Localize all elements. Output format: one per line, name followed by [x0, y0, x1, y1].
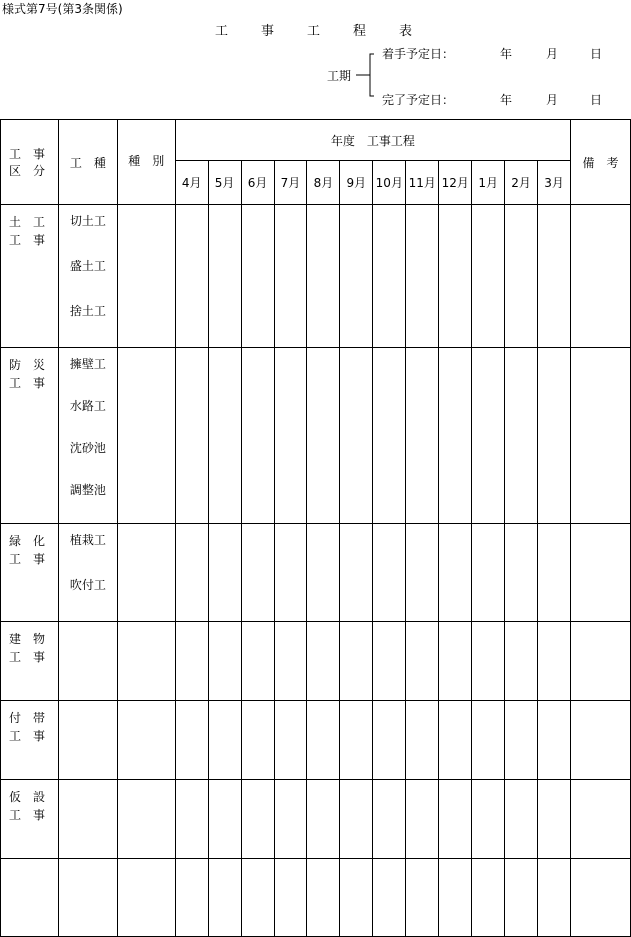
month-header: 8月	[307, 161, 340, 205]
title-char: 工	[307, 24, 321, 39]
schedule-table	[0, 119, 631, 937]
schedule-cell[interactable]	[340, 780, 373, 859]
construction-period-label: 工期	[327, 69, 352, 83]
schedule-cell[interactable]	[472, 622, 505, 701]
work-type-item: 調整池	[69, 483, 106, 497]
header-schedule: 年度 工事工程	[175, 120, 570, 161]
schedule-cell[interactable]	[505, 701, 538, 780]
work-type-cell[interactable]	[58, 524, 117, 622]
remarks-cell[interactable]	[571, 780, 631, 859]
schedule-cell[interactable]	[175, 859, 208, 937]
schedule-cell[interactable]	[241, 348, 274, 524]
schedule-cell[interactable]	[538, 780, 571, 859]
category-cell	[1, 622, 59, 701]
schedule-cell[interactable]	[175, 348, 208, 524]
schedule-cell[interactable]	[208, 622, 241, 701]
header-kind: 種 別	[117, 120, 175, 205]
kind-cell[interactable]	[117, 205, 175, 348]
schedule-cell[interactable]	[307, 205, 340, 348]
work-type-item: 植栽工	[69, 533, 106, 547]
schedule-cell[interactable]	[274, 524, 307, 622]
table-row	[1, 348, 631, 524]
schedule-cell[interactable]	[307, 859, 340, 937]
month-header: 3月	[538, 161, 571, 205]
schedule-cell[interactable]	[340, 348, 373, 524]
work-type-item: 盛土工	[69, 259, 106, 273]
schedule-cell[interactable]	[274, 205, 307, 348]
category-cell	[1, 859, 59, 937]
schedule-cell[interactable]	[439, 622, 472, 701]
schedule-cell[interactable]	[175, 524, 208, 622]
schedule-cell[interactable]	[208, 524, 241, 622]
category-line: 工 事	[9, 729, 46, 743]
schedule-cell[interactable]	[175, 622, 208, 701]
title-char: 表	[399, 24, 413, 39]
schedule-cell[interactable]	[472, 859, 505, 937]
month-header: 1月	[472, 161, 505, 205]
schedule-cell[interactable]	[340, 205, 373, 348]
work-type-item: 吹付工	[69, 578, 106, 592]
kind-cell[interactable]	[117, 859, 175, 937]
schedule-cell[interactable]	[538, 701, 571, 780]
month-header: 11月	[406, 161, 439, 205]
schedule-cell[interactable]	[538, 622, 571, 701]
work-type-cell[interactable]	[58, 859, 117, 937]
work-type-cell[interactable]	[58, 205, 117, 348]
schedule-cell[interactable]	[472, 205, 505, 348]
remarks-cell[interactable]	[571, 348, 631, 524]
schedule-cell[interactable]	[472, 701, 505, 780]
table-row	[1, 780, 631, 859]
schedule-cell[interactable]	[505, 622, 538, 701]
schedule-cell[interactable]	[406, 859, 439, 937]
header-category-line: 工 事	[9, 147, 46, 161]
category-line: 工 事	[9, 808, 46, 822]
schedule-cell[interactable]	[373, 701, 406, 780]
schedule-cell[interactable]	[406, 622, 439, 701]
remarks-cell[interactable]	[571, 205, 631, 348]
table-row	[1, 859, 631, 937]
title-char: 程	[353, 24, 367, 39]
schedule-cell[interactable]	[208, 859, 241, 937]
schedule-cell[interactable]	[439, 859, 472, 937]
category-cell	[1, 348, 59, 524]
category-line: 仮 設	[9, 790, 46, 804]
schedule-cell[interactable]	[340, 524, 373, 622]
category-line: 建 物	[9, 632, 46, 646]
category-line: 工 事	[9, 552, 46, 566]
schedule-cell[interactable]	[373, 622, 406, 701]
category-cell	[1, 701, 59, 780]
start-year-field[interactable]: 年	[500, 47, 513, 61]
category-line: 防 災	[9, 358, 46, 372]
schedule-cell[interactable]	[241, 622, 274, 701]
schedule-cell[interactable]	[340, 701, 373, 780]
month-header: 5月	[208, 161, 241, 205]
schedule-cell[interactable]	[274, 348, 307, 524]
category-cell	[1, 205, 59, 348]
schedule-cell[interactable]	[472, 524, 505, 622]
work-type-cell[interactable]	[58, 348, 117, 524]
schedule-cell[interactable]	[208, 780, 241, 859]
schedule-cell[interactable]	[175, 701, 208, 780]
month-header: 10月	[373, 161, 406, 205]
table-row	[1, 701, 631, 780]
table-row	[1, 622, 631, 701]
month-header: 4月	[175, 161, 208, 205]
remarks-cell[interactable]	[571, 524, 631, 622]
document-title	[215, 20, 445, 39]
form-number: 様式第7号(第3条関係)	[2, 2, 123, 16]
header-remarks: 備 考	[571, 120, 631, 205]
category-cell	[1, 780, 59, 859]
schedule-cell[interactable]	[241, 524, 274, 622]
schedule-cell[interactable]	[340, 622, 373, 701]
work-type-item: 切土工	[69, 214, 106, 228]
schedule-cell[interactable]	[307, 622, 340, 701]
work-type-cell[interactable]	[58, 780, 117, 859]
schedule-cell[interactable]	[406, 348, 439, 524]
month-header: 2月	[505, 161, 538, 205]
schedule-cell[interactable]	[241, 780, 274, 859]
schedule-cell[interactable]	[472, 780, 505, 859]
schedule-cell[interactable]	[439, 348, 472, 524]
schedule-cell[interactable]	[241, 859, 274, 937]
period-bracket	[355, 46, 385, 106]
schedule-cell[interactable]	[307, 780, 340, 859]
schedule-cell[interactable]	[538, 524, 571, 622]
work-type-cell[interactable]	[58, 622, 117, 701]
schedule-cell[interactable]	[406, 780, 439, 859]
schedule-cell[interactable]	[505, 348, 538, 524]
schedule-cell[interactable]	[175, 780, 208, 859]
schedule-cell[interactable]	[307, 348, 340, 524]
schedule-cell[interactable]	[175, 205, 208, 348]
schedule-cell[interactable]	[208, 701, 241, 780]
end-day-field[interactable]: 日	[590, 93, 603, 107]
kind-cell[interactable]	[117, 348, 175, 524]
category-line: 工 事	[9, 376, 46, 390]
start-day-field[interactable]: 日	[590, 47, 603, 61]
schedule-cell[interactable]	[373, 780, 406, 859]
schedule-cell[interactable]	[241, 205, 274, 348]
schedule-cell[interactable]	[439, 524, 472, 622]
schedule-cell[interactable]	[274, 701, 307, 780]
schedule-cell[interactable]	[538, 205, 571, 348]
schedule-cell[interactable]	[439, 701, 472, 780]
schedule-cell[interactable]	[406, 701, 439, 780]
schedule-cell[interactable]	[373, 859, 406, 937]
kind-cell[interactable]	[117, 524, 175, 622]
end-month-field[interactable]: 月	[546, 93, 559, 107]
remarks-cell[interactable]	[571, 859, 631, 937]
title-char: 事	[261, 24, 275, 39]
schedule-cell[interactable]	[274, 780, 307, 859]
work-type-item: 沈砂池	[69, 441, 106, 455]
schedule-cell[interactable]	[208, 348, 241, 524]
remarks-cell[interactable]	[571, 622, 631, 701]
kind-cell[interactable]	[117, 622, 175, 701]
work-type-item: 水路工	[69, 399, 106, 413]
category-line: 土 工	[9, 215, 46, 229]
schedule-cell[interactable]	[307, 524, 340, 622]
schedule-cell[interactable]	[538, 859, 571, 937]
schedule-cell[interactable]	[538, 348, 571, 524]
category-line: 緑 化	[9, 534, 46, 548]
schedule-cell[interactable]	[439, 205, 472, 348]
start-month-field[interactable]: 月	[546, 47, 559, 61]
kind-cell[interactable]	[117, 780, 175, 859]
table-row	[1, 205, 631, 348]
month-header: 6月	[241, 161, 274, 205]
category-line: 工 事	[9, 650, 46, 664]
schedule-cell[interactable]	[373, 524, 406, 622]
category-cell	[1, 524, 59, 622]
category-line: 付 帯	[9, 711, 46, 725]
month-header: 12月	[439, 161, 472, 205]
kind-cell[interactable]	[117, 701, 175, 780]
schedule-cell[interactable]	[406, 205, 439, 348]
start-date-label: 着手予定日：	[382, 47, 455, 61]
schedule-cell[interactable]	[340, 859, 373, 937]
remarks-cell[interactable]	[571, 701, 631, 780]
schedule-cell[interactable]	[505, 205, 538, 348]
schedule-cell[interactable]	[505, 780, 538, 859]
schedule-cell[interactable]	[307, 701, 340, 780]
month-header: 7月	[274, 161, 307, 205]
end-year-field[interactable]: 年	[500, 93, 513, 107]
schedule-cell[interactable]	[505, 859, 538, 937]
schedule-cell[interactable]	[241, 701, 274, 780]
schedule-cell[interactable]	[274, 622, 307, 701]
schedule-cell[interactable]	[208, 205, 241, 348]
end-date-label: 完了予定日：	[382, 93, 455, 107]
table-row	[1, 524, 631, 622]
work-type-item: 捨土工	[69, 304, 106, 318]
schedule-cell[interactable]	[505, 524, 538, 622]
work-type-cell[interactable]	[58, 701, 117, 780]
schedule-cell[interactable]	[373, 205, 406, 348]
schedule-cell[interactable]	[274, 859, 307, 937]
title-char: 工	[215, 24, 229, 39]
schedule-cell[interactable]	[373, 348, 406, 524]
header-work-type: 工 種	[58, 120, 117, 205]
work-type-item: 擁壁工	[69, 357, 106, 371]
header-category	[1, 120, 59, 205]
schedule-cell[interactable]	[439, 780, 472, 859]
header-category-line: 区 分	[9, 164, 46, 178]
month-header: 9月	[340, 161, 373, 205]
schedule-cell[interactable]	[406, 524, 439, 622]
category-line: 工 事	[9, 233, 46, 247]
schedule-cell[interactable]	[472, 348, 505, 524]
